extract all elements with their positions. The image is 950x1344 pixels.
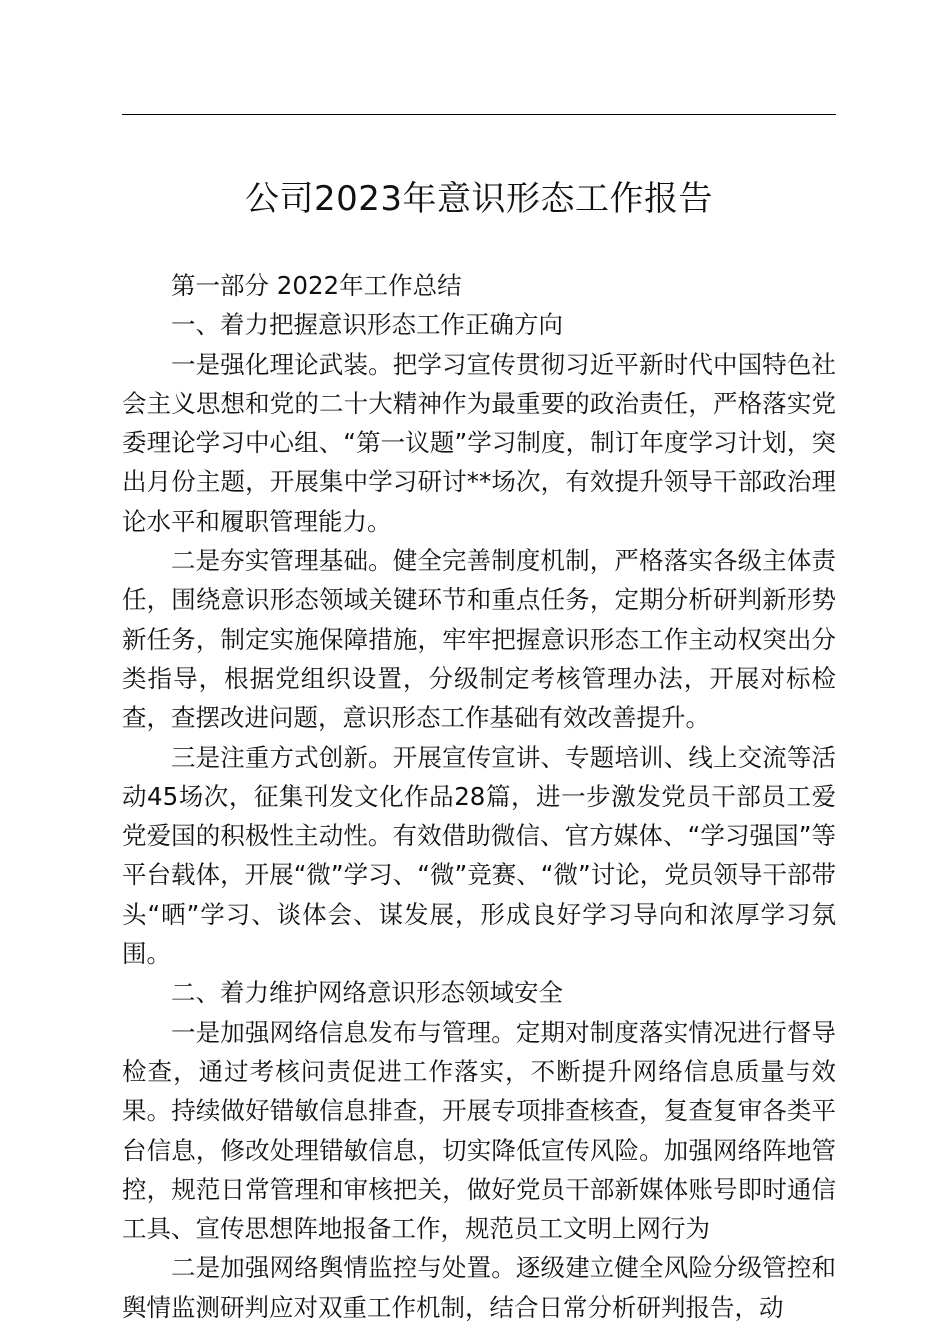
paragraph-theory: 一是强化理论武装。把学习宣传贯彻习近平新时代中国特色社会主义思想和党的二十大精神作为最重要的政治责任，严格落实党委理论学习中心组、“第一议题”学习制度，制订年度学习计划，突出月份主题，开展集中学习研讨**场次，有效提升领导干部政治理论水平和履职管理能力。 bbox=[122, 349, 836, 536]
paragraph-network-info: 一是加强网络信息发布与管理。定期对制度落实情况进行督导检查，通过考核问责促进工作落实，不断提升网络信息质量与效果。持续做好错敏信息排查，开展专项排查核查，复查复审各类平台信息，修改处理错敏信息，切实降低宣传风险。加强网络阵地管控，规范日常管理和审核把关，做好党员干部新媒体账号即时通信工具、宣传思想阵地报备工作，规范员工文明上网行为 bbox=[122, 1017, 836, 1244]
section-heading-2: 二、着力维护网络意识形态领域安全 bbox=[171, 978, 563, 1008]
document-body bbox=[122, 266, 836, 1327]
paragraph-innovation: 三是注重方式创新。开展宣传宣讲、专题培训、线上交流等活动45场次，征集刊发文化作品28篇，进一步激发党员干部员工爱党爱国的积极性主动性。有效借助微信、官方媒体、“学习强国”等平台载体，开展“微”学习、“微”竞赛、“微”讨论，党员领导干部带头“晒”学习、谈体会、谋发展，形成良好学习导向和浓厚学习氛围。 bbox=[122, 742, 836, 969]
paragraph-management: 二是夯实管理基础。健全完善制度机制，严格落实各级主体责任，围绕意识形态领域关键环节和重点任务，定期分析研判新形势新任务，制定实施保障措施，牢牢把握意识形态工作主动权突出分类指导，根据党组织设置，分级制定考核管理办法，开展对标检查，查摆改进问题，意识形态工作基础有效改善提升。 bbox=[122, 546, 836, 733]
part-heading: 第一部分 2022年工作总结 bbox=[171, 271, 462, 300]
paragraph-network-opinion: 二是加强网络舆情监控与处置。逐级建立健全风险分级管控和舆情监测研判应对双重工作机制，结合日常分析研判报告，动 bbox=[122, 1253, 836, 1322]
header-rule bbox=[122, 114, 836, 115]
document-title: 公司2023年意识形态工作报告 bbox=[244, 179, 714, 219]
section-heading-1: 一、着力把握意识形态工作正确方向 bbox=[171, 310, 563, 340]
